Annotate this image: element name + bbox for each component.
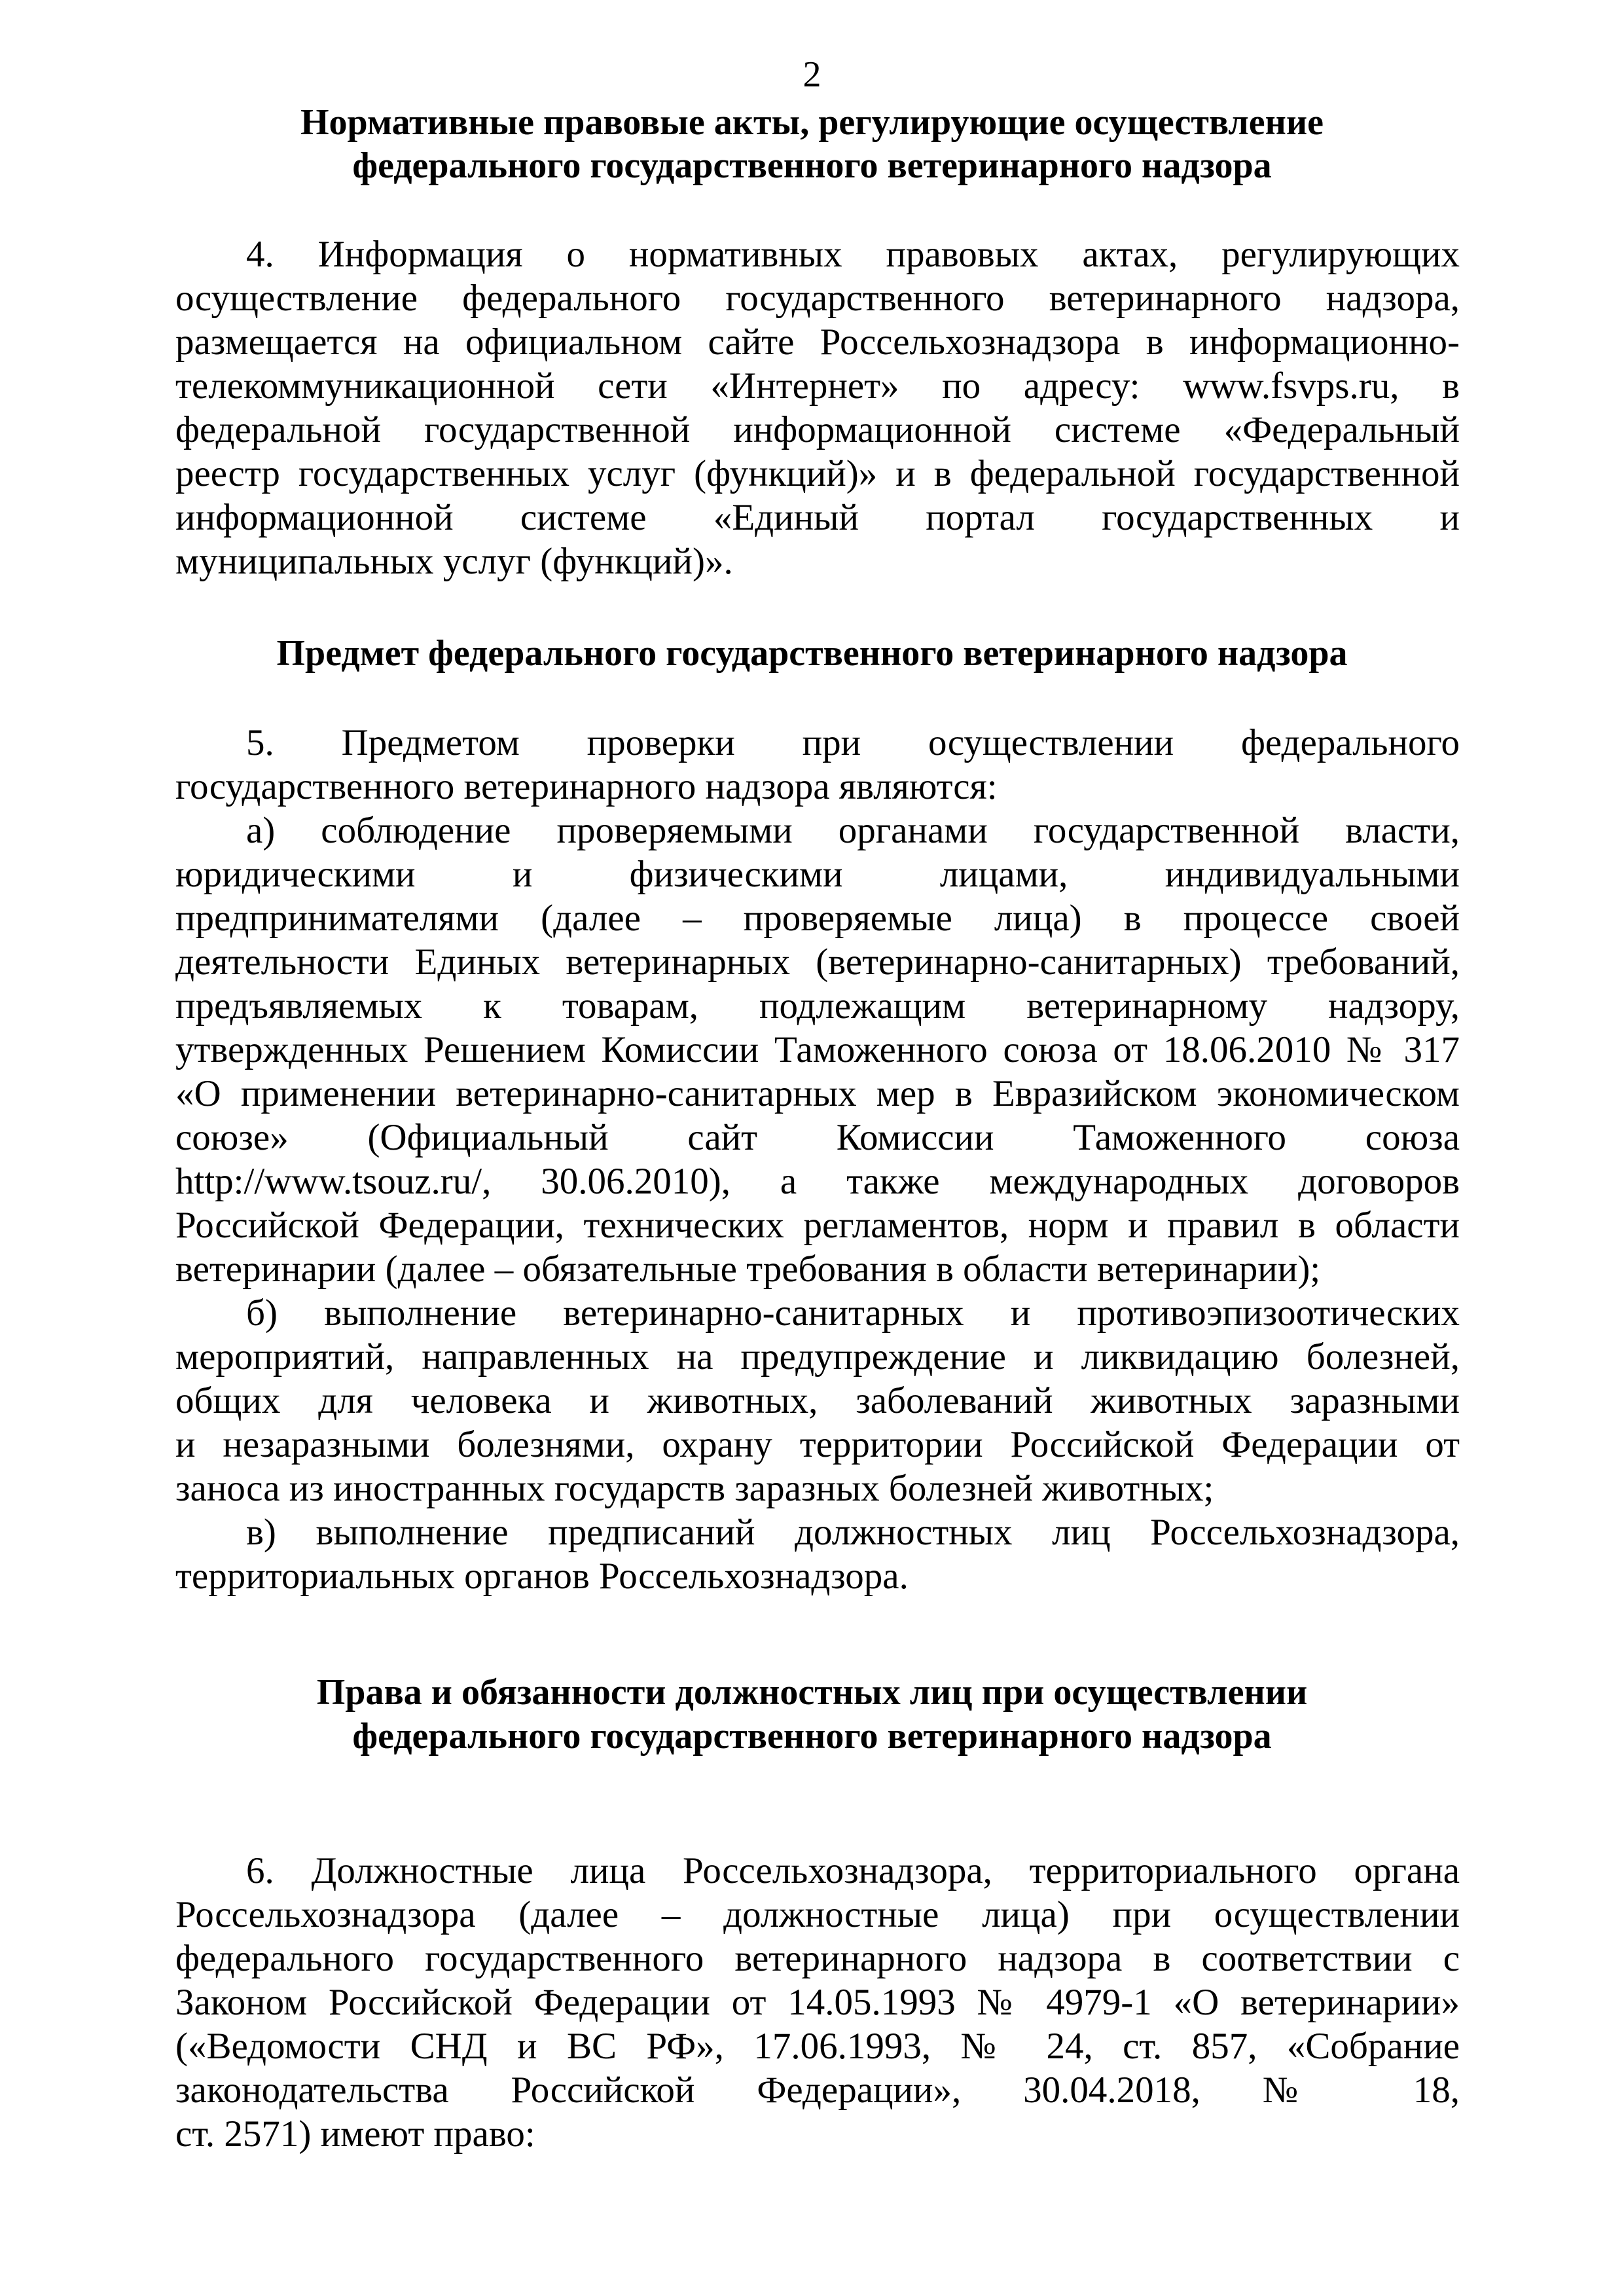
paragraph-line: законодательства Российской Федерации», 30.04.2018, № 18,: [175, 2069, 1460, 2111]
section-heading-normative-acts-line-1: Нормативные правовые акты, регулирующие осуществление: [300, 102, 1324, 143]
paragraph-line: 5. Предметом проверки при осуществлении федерального: [246, 722, 1460, 763]
section-heading-rights-and-duties-line-1: Права и обязанности должностных лиц при осуществлении: [316, 1672, 1308, 1713]
paragraph-line: а) соблюдение проверяемыми органами государственной власти,: [246, 810, 1460, 851]
paragraph-line: территориальных органов Россельхознадзора.: [175, 1556, 909, 1597]
paragraph-line: союзе» (Официальный сайт Комиссии Таможенного союза: [175, 1117, 1460, 1158]
paragraph-line: федеральной государственной информационной системе «Федеральный: [175, 409, 1460, 450]
paragraph-line: деятельности Единых ветеринарных (ветеринарно-санитарных) требований,: [175, 941, 1460, 983]
paragraph-line: информационной системе «Единый портал государственных и: [175, 497, 1460, 538]
paragraph-line: http://www.tsouz.ru/, 30.06.2010), а также международных договоров: [175, 1161, 1460, 1202]
paragraph-line: осуществление федерального государственного ветеринарного надзора,: [175, 278, 1460, 319]
paragraph-line: заноса из иностранных государств заразных болезней животных;: [175, 1468, 1214, 1509]
paragraph-line: размещается на официальном сайте Россельхознадзора в информационно-: [175, 321, 1460, 363]
paragraph-line: общих для человека и животных, заболеваний животных заразными: [175, 1380, 1460, 1421]
section-heading-normative-acts-line-2: федерального государственного ветеринарного надзора: [352, 145, 1272, 186]
section-heading-rights-and-duties-line-2: федерального государственного ветеринарного надзора: [352, 1716, 1272, 1757]
paragraph-line: 4. Информация о нормативных правовых актах, регулирующих: [246, 234, 1460, 275]
paragraph-line: Законом Российской Федерации от 14.05.1993 № 4979-1 «О ветеринарии»: [175, 1982, 1460, 2023]
paragraph-line: телекоммуникационной сети «Интернет» по адресу: www.fsvps.ru, в: [175, 365, 1460, 407]
paragraph-line: «О применении ветеринарно-санитарных мер в Евразийском экономическом: [175, 1073, 1460, 1114]
section-heading-subject-of-supervision: Предмет федерального государственного ветеринарного надзора: [276, 633, 1348, 674]
paragraph-line: реестр государственных услуг (функций)» и в федеральной государственной: [175, 453, 1460, 494]
paragraph-line: («Ведомости СНД и ВС РФ», 17.06.1993, № 24, ст. 857, «Собрание: [175, 2026, 1460, 2067]
paragraph-line: в) выполнение предписаний должностных лиц Россельхознадзора,: [246, 1512, 1460, 1553]
paragraph-line: ветеринарии (далее – обязательные требования в области ветеринарии);: [175, 1248, 1321, 1290]
page-number: 2: [803, 54, 821, 95]
paragraph-line: и незаразными болезнями, охрану территории Российской Федерации от: [175, 1424, 1460, 1465]
paragraph-line: ст. 2571) имеют право:: [175, 2113, 535, 2155]
paragraph-line: федерального государственного ветеринарного надзора в соответствии с: [175, 1938, 1460, 1979]
paragraph-line: б) выполнение ветеринарно-санитарных и противоэпизоотических: [246, 1292, 1460, 1334]
paragraph-line: предпринимателями (далее – проверяемые лица) в процессе своей: [175, 898, 1460, 939]
paragraph-line: юридическими и физическими лицами, индивидуальными: [175, 854, 1460, 895]
paragraph-line: мероприятий, направленных на предупреждение и ликвидацию болезней,: [175, 1336, 1460, 1377]
paragraph-line: муниципальных услуг (функций)».: [175, 541, 733, 582]
paragraph-line: 6. Должностные лица Россельхознадзора, территориального органа: [246, 1850, 1460, 1891]
paragraph-line: государственного ветеринарного надзора являются:: [175, 766, 998, 807]
paragraph-line: Российской Федерации, технических регламентов, норм и правил в области: [175, 1205, 1460, 1246]
paragraph-line: утвержденных Решением Комиссии Таможенного союза от 18.06.2010 № 317: [175, 1029, 1460, 1070]
paragraph-line: предъявляемых к товарам, подлежащим ветеринарному надзору,: [175, 985, 1460, 1027]
paragraph-line: Россельхознадзора (далее – должностные лица) при осуществлении: [175, 1894, 1460, 1935]
